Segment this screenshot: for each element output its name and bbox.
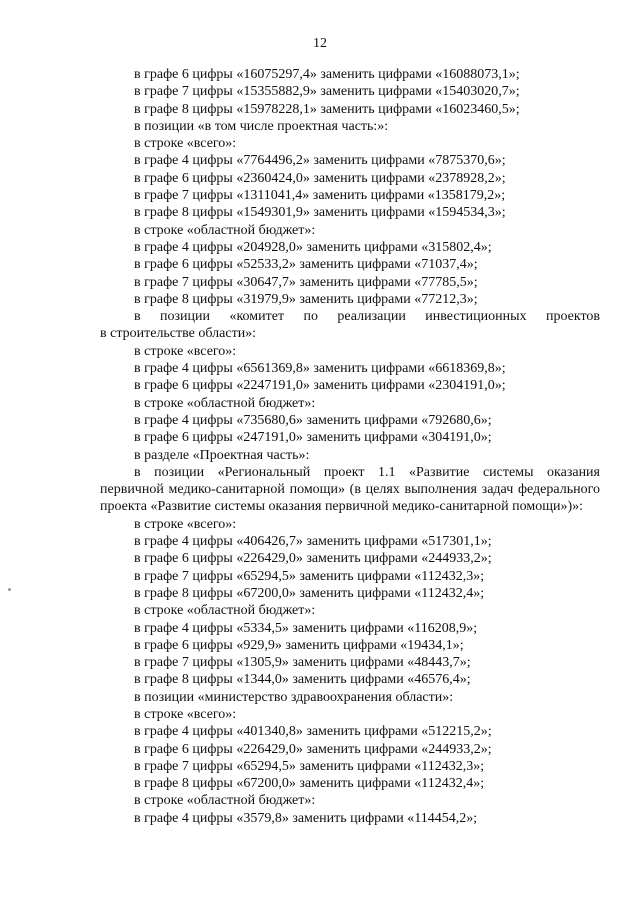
- text-line: в графе 6 цифры «226429,0» заменить цифрами «244933,2»;: [134, 551, 492, 567]
- text-line: в графе 6 цифры «929,9» заменить цифрами «19434,1»;: [134, 637, 464, 653]
- text-line: в строке «областной бюджет»:: [134, 793, 316, 809]
- text-line: в графе 4 цифры «401340,8» заменить цифрами «512215,2»;: [134, 724, 492, 740]
- text-line: в графе 7 цифры «30647,7» заменить цифрами «77785,5»;: [134, 274, 478, 290]
- text-line: в графе 4 цифры «7764496,2» заменить цифрами «7875370,6»;: [134, 153, 506, 169]
- text-line: в графе 4 цифры «3579,8» заменить цифрами «114454,2»;: [134, 810, 478, 826]
- text-line: в строке «всего»:: [134, 706, 237, 722]
- text-line: в строке «всего»:: [134, 136, 237, 152]
- text-line: в графе 4 цифры «5334,5» заменить цифрами «116208,9»;: [134, 620, 478, 636]
- text-line: в графе 7 цифры «1311041,4» заменить цифрами «1358179,2»;: [134, 188, 506, 204]
- text-line: в графе 4 цифры «204928,0» заменить цифрами «315802,4»;: [134, 239, 492, 255]
- text-line: в графе 7 цифры «1305,9» заменить цифрами «48443,7»;: [134, 655, 471, 671]
- text-line: в строке «областной бюджет»:: [134, 395, 316, 411]
- text-line: в графе 8 цифры «67200,0» заменить цифрами «112432,4»;: [134, 776, 485, 792]
- text-line: в строке «всего»:: [134, 516, 237, 532]
- text-line: в графе 7 цифры «65294,5» заменить цифрами «112432,3»;: [134, 758, 485, 774]
- text-line: в строительстве области»:: [100, 326, 257, 342]
- text-line: в разделе «Проектная часть»:: [134, 447, 310, 463]
- text-line: в строке «областной бюджет»:: [134, 603, 316, 619]
- text-line: в графе 6 цифры «2247191,0» заменить цифрами «2304191,0»;: [134, 378, 506, 394]
- page-number: 12: [313, 36, 327, 51]
- text-line: первичной медико-санитарной помощи» (в целях выполнения задач федерального: [100, 482, 600, 498]
- text-line: в графе 6 цифры «2360424,0» заменить цифрами «2378928,2»;: [134, 170, 506, 186]
- text-line: в позиции «министерство здравоохранения области»:: [134, 689, 454, 705]
- document-body: [100, 66, 600, 827]
- text-line: в графе 6 цифры «16075297,4» заменить цифрами «16088073,1»;: [134, 67, 520, 82]
- text-line: в позиции «комитет по реализации инвестиционных проектов: [134, 309, 600, 325]
- text-line: в графе 6 цифры «226429,0» заменить цифрами «244933,2»;: [134, 741, 492, 757]
- text-line: в графе 7 цифры «15355882,9» заменить цифрами «15403020,7»;: [134, 84, 520, 100]
- text-line: в графе 8 цифры «15978228,1» заменить цифрами «16023460,5»;: [134, 101, 520, 117]
- text-line: в графе 8 цифры «67200,0» заменить цифрами «112432,4»;: [134, 585, 485, 601]
- text-line: в позиции «Региональный проект 1.1 «Развитие системы оказания: [134, 464, 600, 480]
- text-line: в графе 4 цифры «406426,7» заменить цифрами «517301,1»;: [134, 534, 492, 550]
- text-line: в позиции «в том числе проектная часть:»:: [134, 118, 389, 134]
- text-line: в графе 8 цифры «31979,9» заменить цифрами «77212,3»;: [134, 291, 478, 307]
- text-line: проекта «Развитие системы оказания первичной медико-санитарной помощи»)»:: [100, 499, 584, 515]
- text-line: в графе 6 цифры «247191,0» заменить цифрами «304191,0»;: [134, 430, 492, 446]
- text-line: в строке «всего»:: [134, 343, 237, 359]
- scan-mark: [8, 588, 11, 591]
- text-line: в графе 8 цифры «1344,0» заменить цифрами «46576,4»;: [134, 672, 471, 688]
- text-line: в графе 4 цифры «735680,6» заменить цифрами «792680,6»;: [134, 412, 492, 428]
- text-line: в графе 6 цифры «52533,2» заменить цифрами «71037,4»;: [134, 257, 478, 273]
- text-line: в строке «областной бюджет»:: [134, 222, 316, 238]
- text-line: в графе 7 цифры «65294,5» заменить цифрами «112432,3»;: [134, 568, 485, 584]
- text-line: в графе 4 цифры «6561369,8» заменить цифрами «6618369,8»;: [134, 361, 506, 377]
- text-line: в графе 8 цифры «1549301,9» заменить цифрами «1594534,3»;: [134, 205, 506, 221]
